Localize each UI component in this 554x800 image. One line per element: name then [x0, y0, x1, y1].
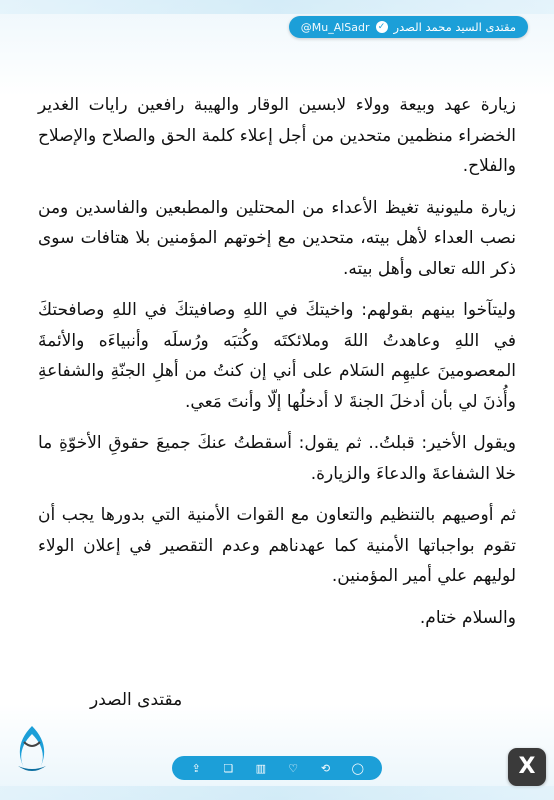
- retweet-icon[interactable]: ⟲: [320, 761, 331, 775]
- bookmark-icon[interactable]: ❏: [223, 761, 234, 775]
- like-icon[interactable]: ♡: [288, 761, 299, 775]
- author-name: مقتدى السيد محمد الصدر: [393, 20, 516, 34]
- paragraph-5: ثم أوصيهم بالتنظيم والتعاون مع القوات الأمنية التي بدورها يجب أن تقوم بواجباتها الأمنية كما عهدناهم وعدم التقصير في إعلان الولاء لوليهم علي أمير المؤمنين.: [38, 505, 516, 586]
- views-icon[interactable]: ▥: [255, 761, 267, 775]
- x-logo-icon[interactable]: X: [508, 748, 546, 786]
- verified-check-icon: ✓: [376, 21, 388, 33]
- post-body: [38, 90, 516, 644]
- signature: مقتدى الصدر: [90, 690, 183, 710]
- brand-logo-icon: [10, 722, 54, 778]
- paragraph-1: زيارة عهد وبيعة وولاء لابسين الوقار والهيبة رافعين رايات الغدير الخضراء منظمين متحدين من أجل إعلاء كلمة الحق والصلاح والإصلاح والفلاح.: [38, 95, 516, 176]
- action-bar: [172, 756, 382, 780]
- paragraph-2: زيارة مليونية تغيظ الأعداء من المحتلين والمطبعين والفاسدين ومن نصب العداء لأهل بيته، متحدين مع إخوتهم المؤمنين بلا هتافات سوى ذكر الله تعالى وأهل بيته.: [38, 197, 516, 279]
- paragraph-4: ويقول الأخير: قبلتُ.. ثم يقول: أسقطتُ عنكَ جميعَ حقوقِ الأخوّةِ ما خلا الشفاعةَ والدعاءَ والزيارة.: [38, 433, 516, 484]
- paragraph-3: وليتآخوا بينهم بقولهم: واخيتكَ في اللهِ وصافيتكَ في اللهِ وصافحتكَ في اللهِ وعاهدتُ اللهَ وملائكتَه وكُتبَه ورُسلَه وأنبياءَه والأئمةَ المعصومينَ عليهِم السَلام على أني إن كنتُ من أهلِ الجنّةِ والشفاعةِ وأُذنَ لي بأن أدخلَ الجنةَ لا أدخلُها إلّا وأنتَ مَعي.: [38, 300, 516, 412]
- paragraph-6: والسلام ختام.: [419, 607, 516, 628]
- share-icon[interactable]: ⇪: [191, 761, 201, 775]
- author-handle: @Mu_AlSadr: [300, 20, 370, 34]
- reply-icon[interactable]: ◯: [351, 761, 364, 775]
- author-header[interactable]: [289, 16, 528, 38]
